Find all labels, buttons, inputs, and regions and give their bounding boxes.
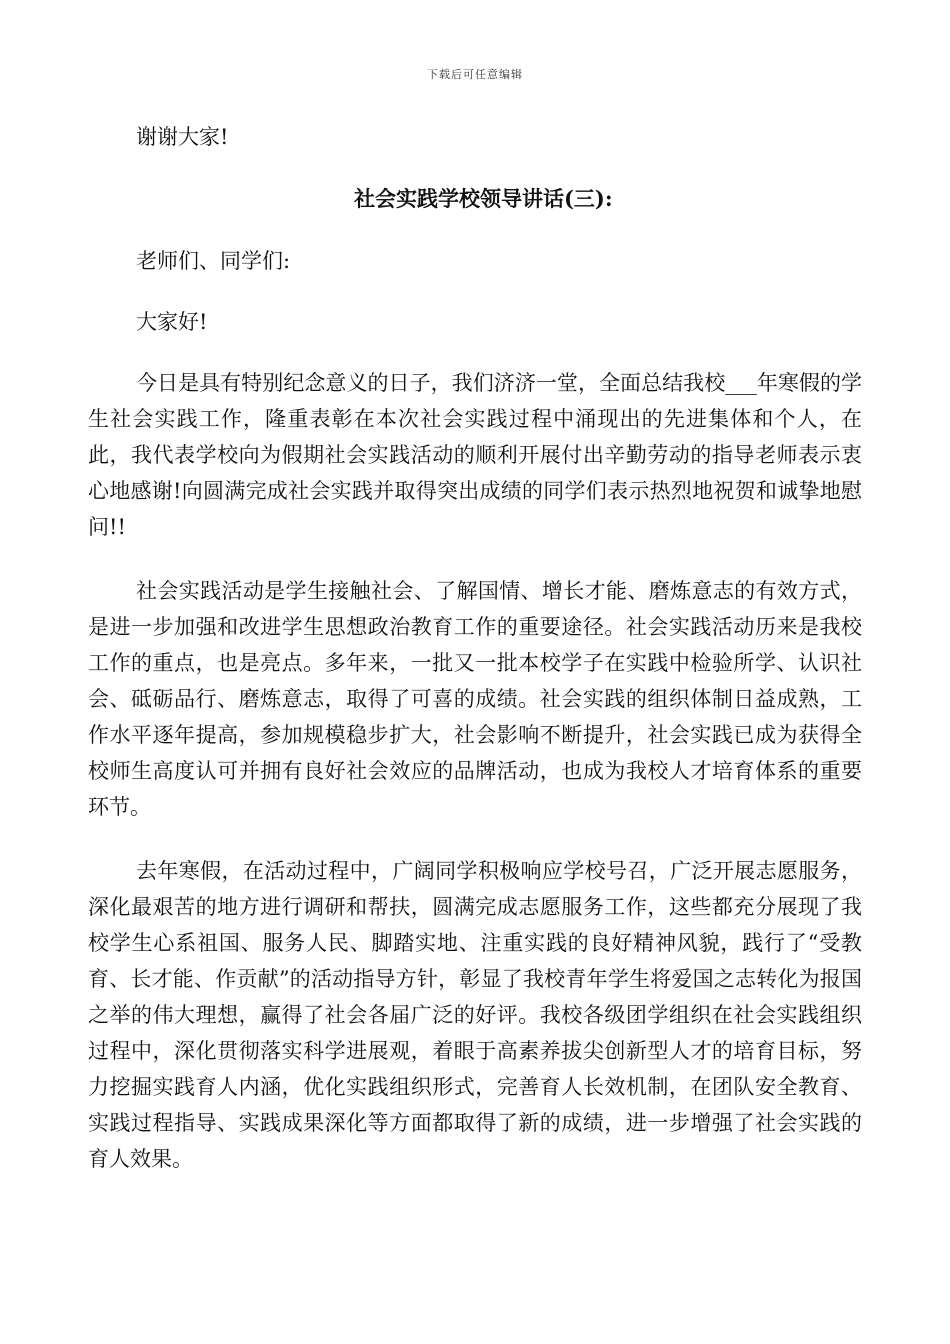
greeting: 大家好! [136,310,208,334]
page-header-note: 下载后可任意编辑 [427,68,523,81]
paragraph: 社会实践活动是学生接触社会、了解国情、增长才能、磨炼意志的有效方式，是进一步加强和改进学生思想政治教育工作的重要途径。社会实践活动历来是我校工作的重点，也是亮点。多年来，一批又一批本校学子在实践中检验所学、认识社会、砥砺品行、磨炼意志，取得了可喜的成绩。社会实践的组织体制日益成熟，工作水平逐年提高，参加规模稳步扩大，社会影响不断提升，社会实践已成为获得全校师生高度认可并拥有良好社会效应的品牌活动，也成为我校人才培育体系的重要环节。 [88,579,862,819]
paragraph: 今日是具有特别纪念意义的日子，我们济济一堂，全面总结我校___年寒假的学生社会实践工作，隆重表彰在本次社会实践过程中涌现出的先进集体和个人，在此，我代表学校向为假期社会实践活动的顺利开展付出辛勤劳动的指导老师表示衷心地感谢!向圆满完成社会实践并取得突出成绩的同学们表示热烈地祝贺和诚挚地慰问!! [88,371,862,539]
closing-thanks: 谢谢大家! [136,125,229,149]
paragraph: 去年寒假，在活动过程中，广阔同学积极响应学校号召，广泛开展志愿服务，深化最艰苦的地方进行调研和帮扶，圆满完成志愿服务工作，这些都充分展现了我校学生心系祖国、服务人民、脚踏实地、注重实践的良好精神风貌，践行了“受教育、长才能、作贡献”的活动指导方针，彰显了我校青年学生将爱国之志转化为报国之举的伟大理想，赢得了社会各届广泛的好评。我校各级团学组织在社会实践组织过程中，深化贯彻落实科学进展观，着眼于高素养拔尖创新型人才的培育目标，努力挖掘实践育人内涵，优化实践组织形式，完善育人长效机制，在团队安全教育、实践过程指导、实践成果深化等方面都取得了新的成绩，进一步增强了社会实践的育人效果。 [88,859,862,1171]
salutation: 老师们、同学们: [136,249,291,273]
speech-title: 社会实践学校领导讲话(三): [354,186,613,211]
document-body [88,118,862,1198]
